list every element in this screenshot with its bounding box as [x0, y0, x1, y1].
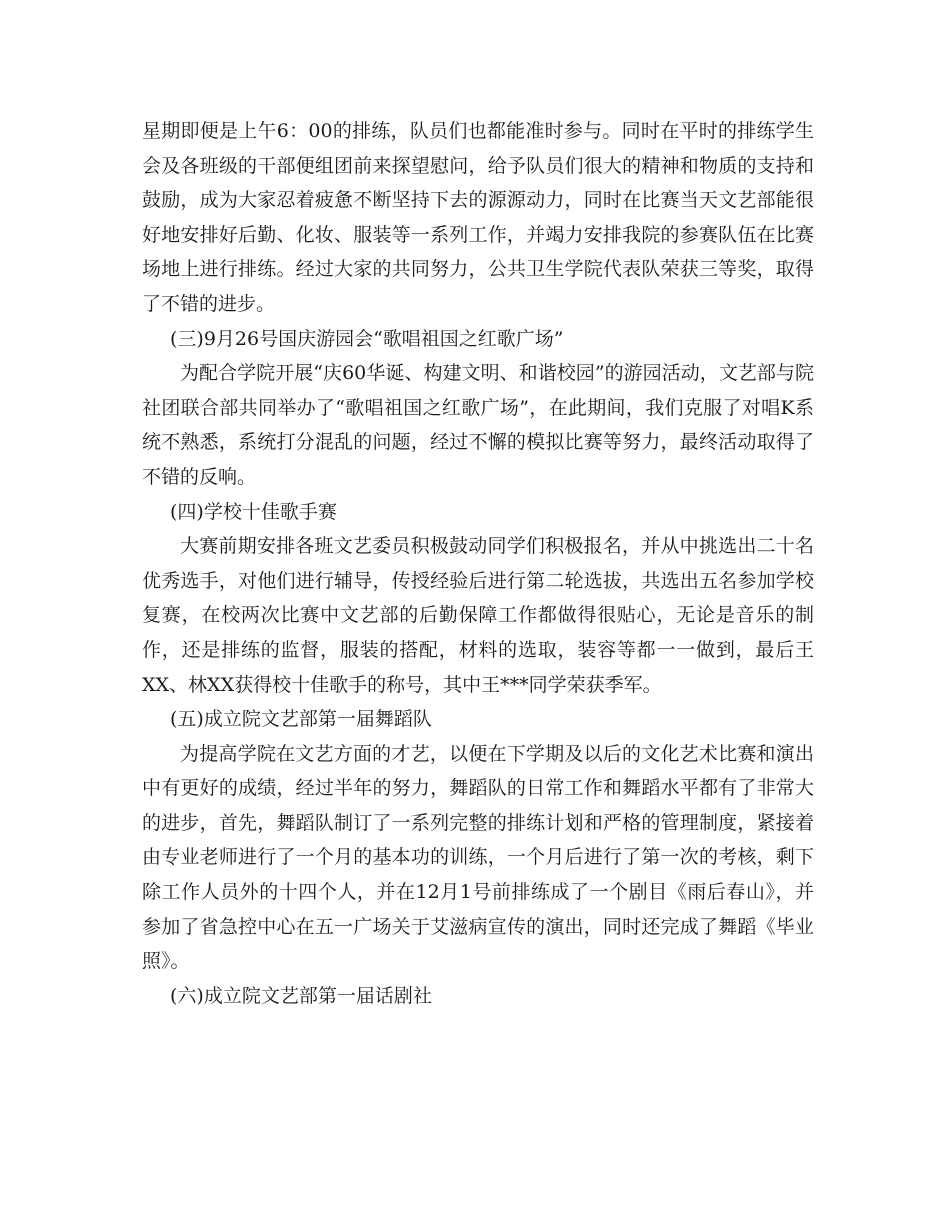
- section-heading-4: (四)学校十佳歌手赛: [170, 500, 337, 523]
- section-heading-5: (五)成立院文艺部第一届舞蹈队: [170, 708, 432, 731]
- paragraph-dance-team: 为提高学院在文艺方面的才艺，以便在下学期及以后的文化艺术比赛和演出中有更好的成绩，经过半年的努力，舞蹈队的日常工作和舞蹈水平都有了非常大的进步，首先，舞蹈队制订了一系列完整的排练计划和严格的管理制度，紧接着由专业老师进行了一个月的基本功的训练，一个月后进行了第一次的考核，剩下除工作人员外的十四个人，并在12月1号前排练成了一个剧目《雨后春山》，并参加了省急控中心在五一广场关于艾滋病宣传的演出，同时还完成了舞蹈《毕业照》。: [142, 742, 814, 973]
- document-body: [142, 114, 814, 1013]
- paragraph-continuation: 星期即便是上午6：00的排练，队员们也都能准时参与。同时在平时的排练学生会及各班级的干部便组团前来探望慰问，给予队员们很大的精神和物质的支持和鼓励，成为大家忍着疲惫不断坚持下去的源源动力，同时在比赛当天文艺部能很好地安排好后勤、化妆、服装等一系列工作，并竭力安排我院的参赛队伍在比赛场地上进行排练。经过大家的共同努力，公共卫生学院代表队荣获三等奖，取得了不错的进步。: [142, 120, 814, 315]
- paragraph-red-song-square: 为配合学院开展“庆60华诞、构建文明、和谐校园”的游园活动，文艺部与院社团联合部共同举办了“歌唱祖国之红歌广场”，在此期间，我们克服了对唱K系统不熟悉，系统打分混乱的问题，经过不懈的模拟比赛等努力，最终活动取得了不错的反响。: [142, 362, 814, 488]
- section-heading-3: (三)9月26号国庆游园会“歌唱祖国之红歌广场”: [170, 327, 564, 350]
- section-heading-6: (六)成立院文艺部第一届话剧社: [170, 984, 432, 1007]
- paragraph-top-ten-singers: 大赛前期安排各班文艺委员积极鼓动同学们积极报名，并从中挑选出二十名优秀选手，对他们进行辅导，传授经验后进行第二轮选拔，共选出五名参加学校复赛，在校两次比赛中文艺部的后勤保障工作都做得很贴心，无论是音乐的制作，还是排练的监督，服装的搭配，材料的选取，装容等都一一做到，最后王XX、林XX获得校十佳歌手的称号，其中王***同学荣获季军。: [142, 535, 814, 696]
